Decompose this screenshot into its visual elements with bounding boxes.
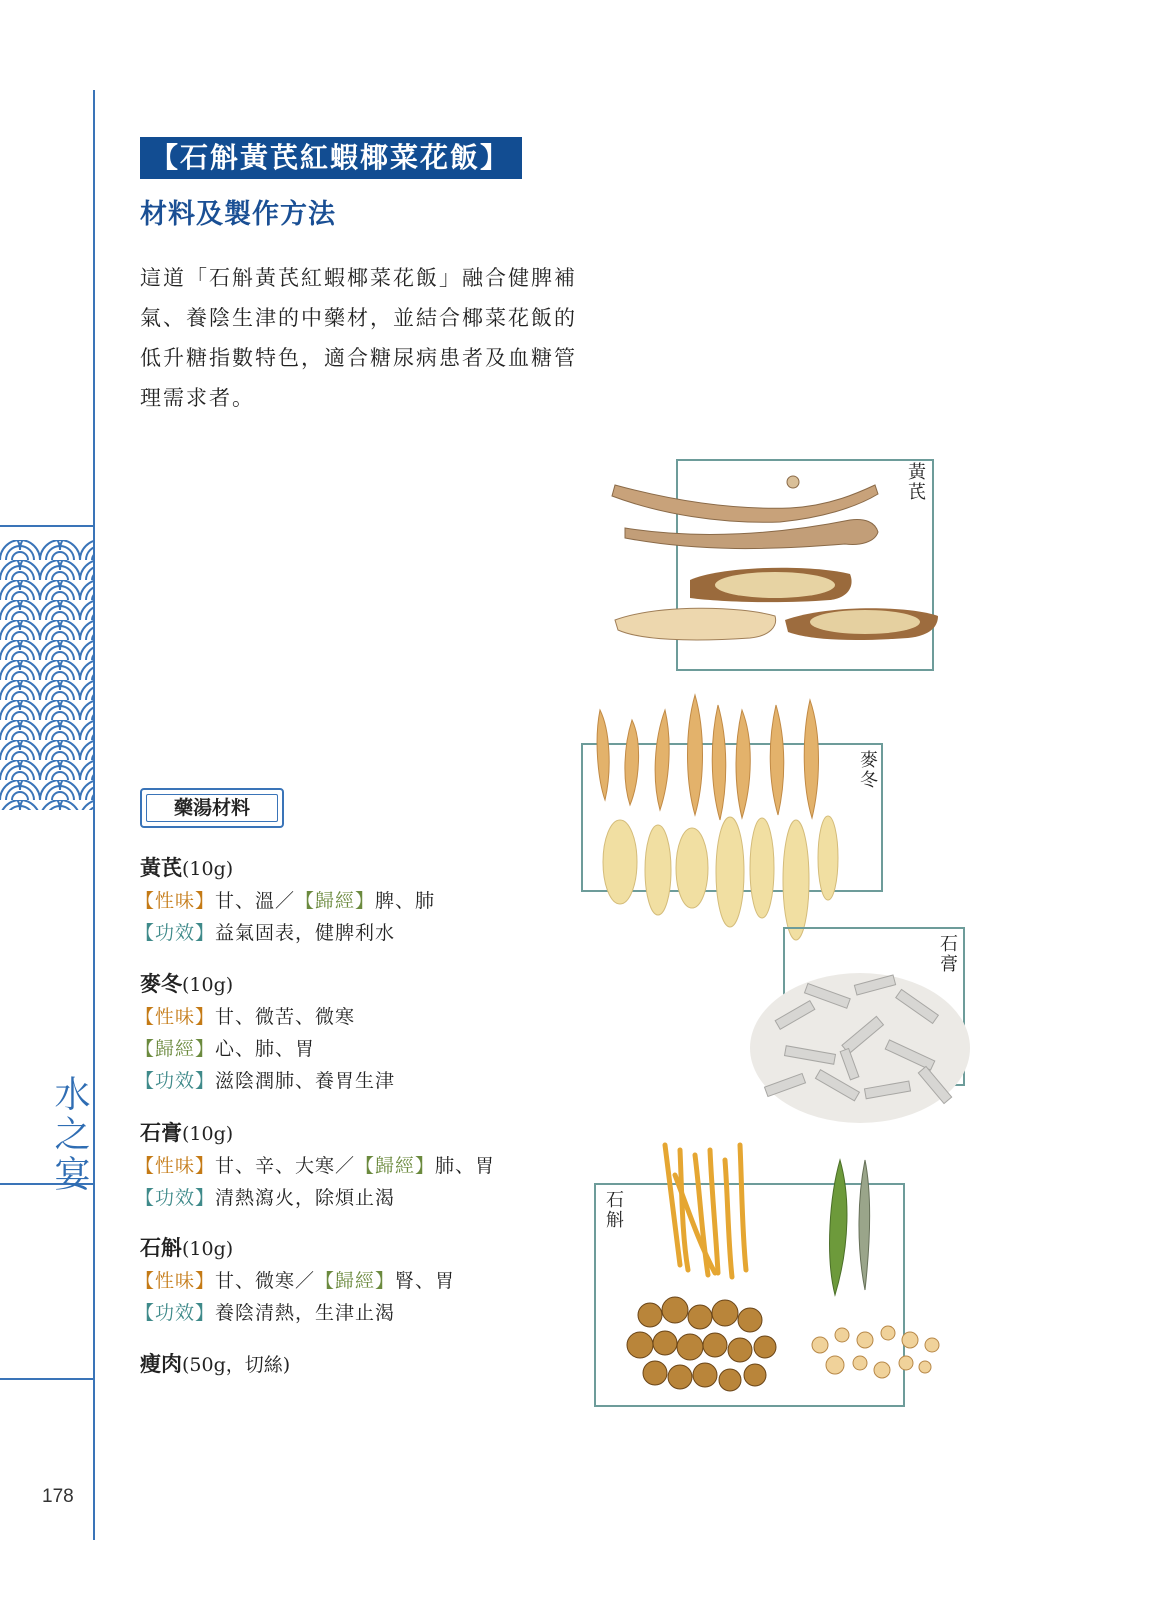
huangqi-label: 黃芪 <box>905 462 926 502</box>
herb-name: 瘦肉 <box>140 1351 182 1376</box>
maidong-label: 麥冬 <box>857 750 878 790</box>
property-value: 甘、微苦、微寒 <box>215 1006 356 1028</box>
herb-property-line <box>135 1066 395 1096</box>
herb-property-line <box>135 1266 455 1296</box>
property-bracket-label: 【性味】 <box>135 1006 216 1028</box>
herb-heading <box>140 1348 290 1381</box>
herb-property-line <box>135 1183 395 1213</box>
property-value: 滋陰潤肺、養胃生津 <box>215 1070 396 1092</box>
huangqi-image <box>610 470 940 650</box>
recipe-title: 【石斛黃芪紅蝦椰菜花飯】 <box>140 137 522 179</box>
herb-property-line <box>135 918 395 948</box>
property-bracket-label: 【功效】 <box>135 1187 216 1209</box>
property-value: 甘、辛、大寒／ <box>215 1155 356 1177</box>
herb-amount: (10g) <box>182 858 234 880</box>
section-tag <box>140 788 284 828</box>
herb-amount: (10g) <box>182 1123 234 1145</box>
property-bracket-label: 【歸經】 <box>355 1155 436 1177</box>
maidong-image <box>590 690 840 950</box>
herb-name: 石斛 <box>140 1235 182 1260</box>
herb-amount: (10g) <box>182 1238 234 1260</box>
herb-property-line <box>135 1151 495 1181</box>
property-value: 肺、胃 <box>435 1155 496 1177</box>
property-value: 養陰清熱，生津止渴 <box>215 1302 396 1324</box>
property-bracket-label: 【歸經】 <box>315 1270 396 1292</box>
herb-heading <box>140 968 233 1001</box>
property-value: 脾、肺 <box>375 890 436 912</box>
property-bracket-label: 【性味】 <box>135 1270 216 1292</box>
herb-property-line <box>135 1298 395 1328</box>
property-bracket-label: 【功效】 <box>135 922 216 944</box>
property-bracket-label: 【功效】 <box>135 1070 216 1092</box>
shihu-image <box>620 1135 950 1400</box>
herb-heading <box>140 1117 233 1150</box>
property-value: 清熱瀉火，除煩止渴 <box>215 1187 396 1209</box>
page-number: 178 <box>42 1486 74 1507</box>
property-bracket-label: 【歸經】 <box>135 1038 216 1060</box>
shigao-label: 石膏 <box>937 934 958 974</box>
side-title: 水之宴 <box>49 1075 90 1195</box>
herb-name: 麥冬 <box>140 971 182 996</box>
herb-name: 石膏 <box>140 1120 182 1145</box>
property-value: 腎、胃 <box>395 1270 456 1292</box>
margin-vertical-rule <box>93 90 95 1540</box>
property-value: 甘、溫／ <box>215 890 296 912</box>
herb-amount: (10g) <box>182 974 234 996</box>
herb-name: 黃芪 <box>140 855 182 880</box>
property-value: 甘、微寒／ <box>215 1270 316 1292</box>
herb-heading <box>140 1232 233 1265</box>
property-bracket-label: 【功效】 <box>135 1302 216 1324</box>
property-bracket-label: 【性味】 <box>135 1155 216 1177</box>
property-bracket-label: 【性味】 <box>135 890 216 912</box>
herb-property-line <box>135 886 435 916</box>
section-subtitle: 材料及製作方法 <box>140 199 336 230</box>
wave-pattern-decoration <box>0 540 93 810</box>
property-bracket-label: 【歸經】 <box>295 890 376 912</box>
herb-property-line <box>135 1034 315 1064</box>
herb-property-line <box>135 1002 355 1032</box>
section-tag-label: 藥湯材料 <box>146 794 278 822</box>
shigao-image <box>745 960 975 1130</box>
shihu-label: 石斛 <box>603 1190 624 1230</box>
property-value: 心、肺、胃 <box>215 1038 316 1060</box>
margin-rule-top <box>0 525 95 527</box>
herb-amount: (50g，切絲) <box>182 1354 291 1376</box>
herb-heading <box>140 852 233 885</box>
margin-rule-bottom <box>0 1378 95 1380</box>
intro-paragraph: 這道「石斛黃芪紅蝦椰菜花飯」融合健脾補氣、養陰生津的中藥材，並結合椰菜花飯的低升糖指數特色，適合糖尿病患者及血糖管理需求者。 <box>140 266 577 410</box>
property-value: 益氣固表，健脾利水 <box>215 922 396 944</box>
